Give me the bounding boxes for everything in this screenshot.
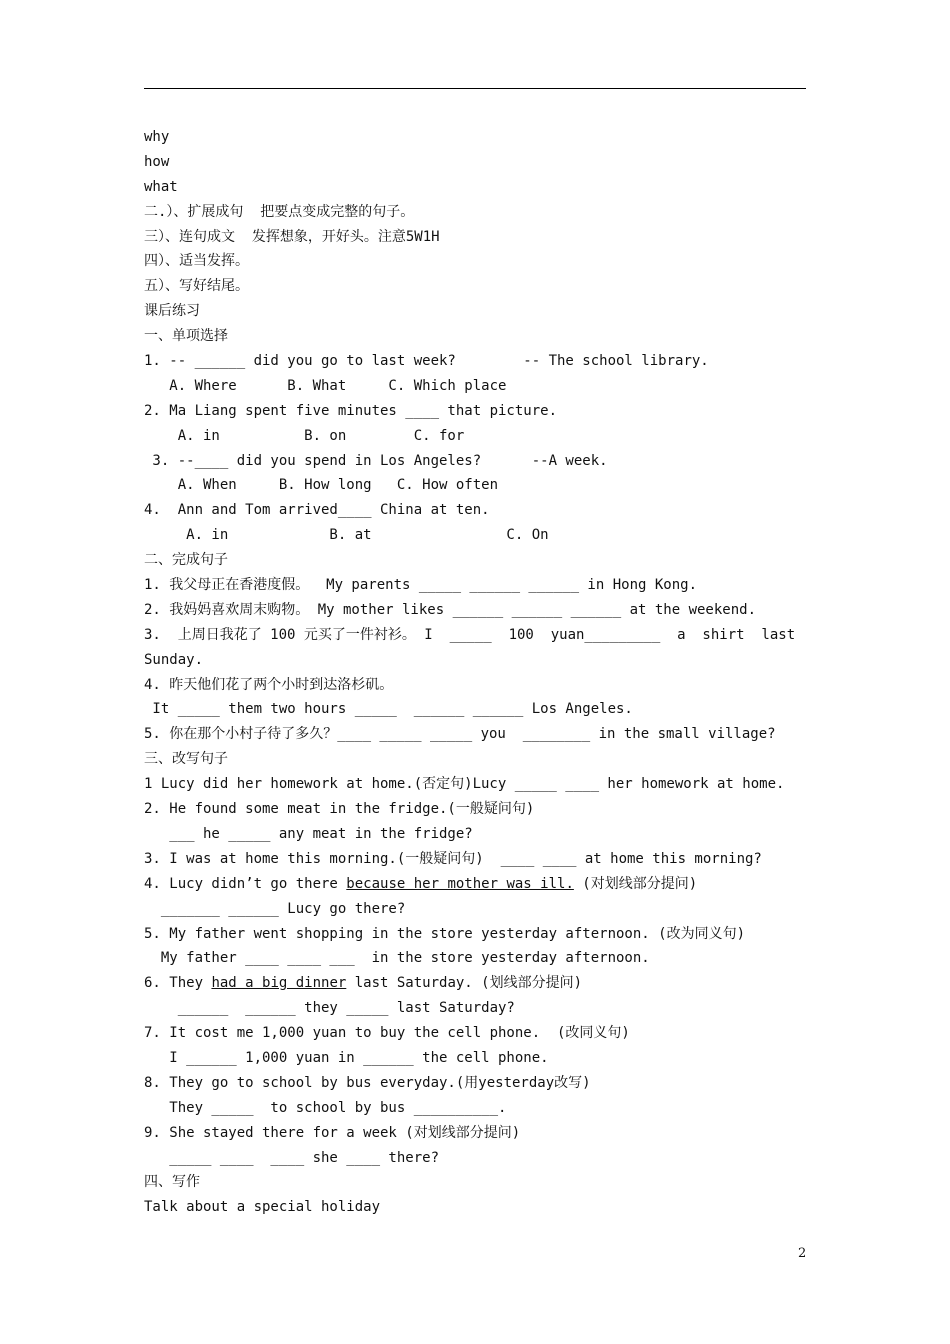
section-heading: 三）、连句成文 发挥想象，开好头。注意5W1H	[144, 228, 440, 245]
section-heading: 三、改写句子	[144, 751, 228, 768]
line-text: 6. They	[144, 975, 212, 992]
answer-line: My father ____ ____ ___ in the store yesterday afternoon.	[144, 950, 650, 967]
question-line: 4. 昨天他们花了两个小时到达洛杉矶。	[144, 676, 394, 693]
question-line: 1 Lucy did her homework at home.(否定句)Lucy _____ ____ her homework at home.	[144, 776, 785, 793]
question-line: 9. She stayed there for a week (对划线部分提问)	[144, 1124, 521, 1141]
question-line: 5. My father went shopping in the store yesterday afternoon. (改为同义句)	[144, 925, 746, 942]
section-heading: 二、完成句子	[144, 552, 228, 569]
question-line: 4. Ann and Tom arrived____ China at ten.	[144, 502, 490, 519]
text-line: why	[144, 129, 170, 145]
answer-line: ___ he _____ any meat in the fridge?	[144, 825, 473, 842]
answer-line: ______ ______ they _____ last Saturday?	[144, 1000, 515, 1017]
section-heading: 二.）、扩展成句 把要点变成完整的句子。	[144, 203, 415, 220]
options-line: A. in B. at C. On	[144, 527, 549, 544]
question-line: 2. 我妈妈喜欢周末购物。 My mother likes ______ ______ ______ at the weekend.	[144, 601, 757, 618]
section-heading: 四）、适当发挥。	[144, 253, 249, 270]
text-line: what	[144, 178, 178, 195]
question-line: 3. --____ did you spend in Los Angeles? --A week.	[144, 452, 608, 469]
line-text: (对划线部分提问)	[573, 875, 698, 892]
section-heading: 四、写作	[144, 1174, 200, 1191]
question-line: Sunday.	[144, 651, 204, 668]
underlined-phrase: had a big dinner	[211, 975, 347, 992]
page-number: 2	[798, 1246, 807, 1261]
section-title: 课后练习	[144, 303, 200, 320]
section-heading: 一、单项选择	[144, 328, 228, 345]
options-line: A. Where B. What C. Which place	[144, 377, 507, 394]
question-line	[144, 971, 812, 996]
question-line: 2. He found some meat in the fridge.(一般疑问句)	[144, 801, 535, 818]
answer-line: I ______ 1,000 yuan in ______ the cell phone.	[144, 1049, 549, 1066]
answer-line: They _____ to school by bus __________.	[144, 1099, 507, 1116]
question-line: 8. They go to school by bus everyday.(用yesterday改写)	[144, 1074, 591, 1091]
answer-line: _____ ____ ____ she ____ there?	[144, 1149, 440, 1166]
section-heading: 五）、写好结尾。	[144, 278, 249, 295]
options-line: A. When B. How long C. How often	[144, 477, 499, 494]
header-rule	[144, 88, 806, 89]
document-body	[144, 125, 812, 1220]
question-line: 1. -- ______ did you go to last week? -- The school library.	[144, 353, 709, 370]
options-line: A. in B. on C. for	[144, 427, 465, 444]
underlined-phrase: because her mother was ill.	[346, 875, 574, 892]
question-line: 7. It cost me 1,000 yuan to buy the cell phone. (改同义句)	[144, 1025, 630, 1042]
question-line: 3. I was at home this morning.(一般疑问句) ____ ____ at home this morning?	[144, 850, 762, 867]
writing-prompt: Talk about a special holiday	[144, 1199, 381, 1216]
line-text: 4. Lucy didn’t go there	[144, 875, 347, 892]
answer-line: It _____ them two hours _____ ______ ______ Los Angeles.	[144, 701, 633, 718]
question-line: 5. 你在那个小村子待了多久？____ _____ _____ you ________ in the small village?	[144, 726, 776, 743]
question-line: 1. 我父母正在香港度假。 My parents _____ ______ ______ in Hong Kong.	[144, 577, 698, 594]
question-line	[144, 872, 812, 897]
line-text: last Saturday. (划线部分提问)	[346, 975, 583, 992]
answer-line: _______ ______ Lucy go there?	[144, 900, 406, 917]
question-line: 3. 上周日我花了 100 元买了一件衬衫。 I _____ 100 yuan_________ a shirt last	[144, 626, 796, 643]
text-line: how	[144, 153, 170, 170]
question-line: 2. Ma Liang spent five minutes ____ that picture.	[144, 402, 558, 419]
